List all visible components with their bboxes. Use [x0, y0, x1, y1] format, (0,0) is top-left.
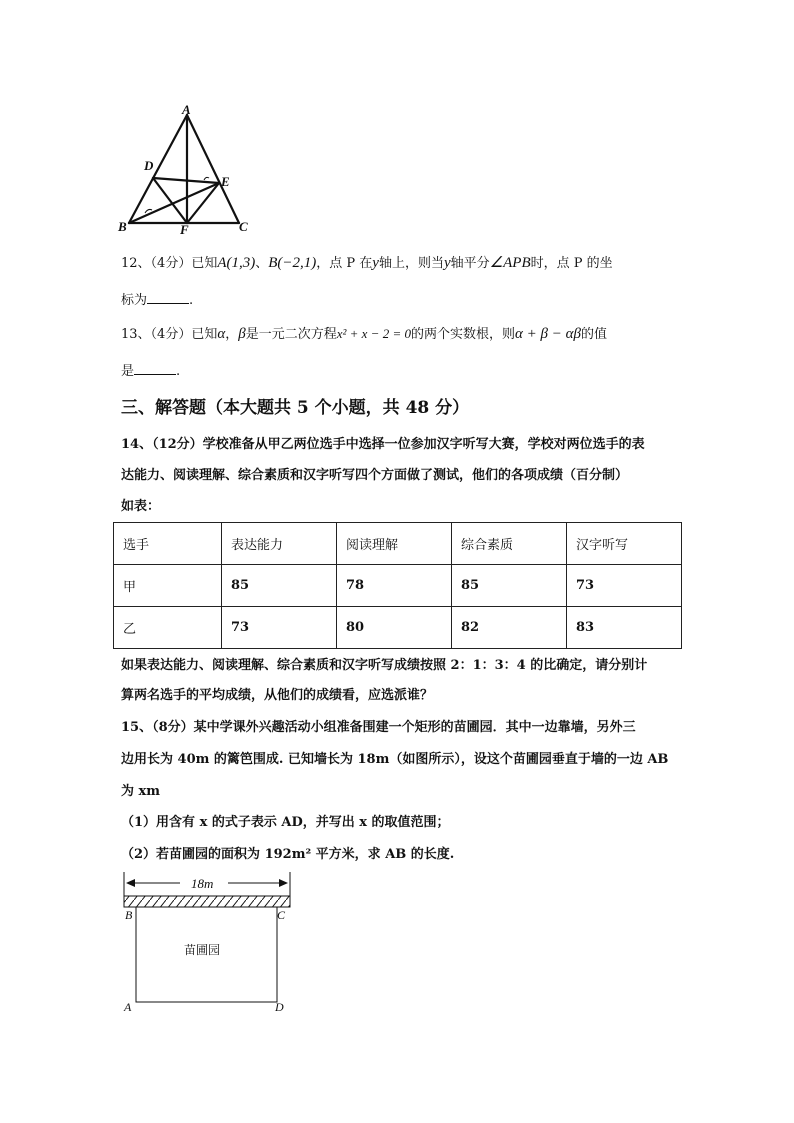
q13-expression: α + β − αβ [515, 326, 581, 342]
table-cell: 85 [222, 565, 337, 607]
q13-mid2: 的两个实数根，则 [410, 327, 515, 342]
q14-line3: 如表： [121, 499, 161, 514]
q13-mid: 是一元二次方程 [245, 327, 337, 342]
q13-comma: ， [225, 327, 239, 342]
q12-y1: y [372, 255, 379, 271]
q13-end: 的值 [580, 327, 607, 342]
vertex-label-c: C [239, 219, 248, 234]
table-cell: 82 [452, 607, 567, 649]
garden-label-b: B [125, 908, 133, 922]
q14-line2: 达能力、阅读理解、综合素质和汉字听写四个方面做了测试，他们的各项成绩（百分制） [121, 468, 629, 483]
q13-prefix: 13、（4分）已知 [121, 327, 218, 342]
q15-line3: 为 xm [121, 784, 161, 799]
q12-angle: ∠APB [489, 255, 531, 271]
garden-label-d: D [275, 1000, 284, 1014]
q15-line2: 边用长为 40m 的篱笆围成. 已知墙长为 18m（如图所示），设这个苗圃园垂直于墙的一边 AB [121, 752, 669, 767]
wall-hatch [124, 896, 290, 907]
q12-line1 [121, 253, 613, 274]
q12-end: 时，点 P 的坐 [530, 256, 613, 271]
table-header-cell: 阅读理解 [337, 523, 452, 565]
q13-line1 [121, 324, 607, 345]
vertex-label-d: D [144, 158, 154, 173]
vertex-label-f: F [180, 222, 189, 236]
garden-center-label: 苗圃园 [184, 943, 221, 957]
table-cell: 80 [337, 607, 452, 649]
q13-equation: x² + x − 2 = 0 [336, 326, 411, 341]
table-row [114, 565, 682, 607]
garden-label-c: C [277, 908, 286, 922]
vertex-label-b: B [118, 219, 127, 234]
vertex-label-a: A [182, 102, 191, 117]
q14-after1: 如果表达能力、阅读理解、综合素质和汉字听写成绩按照 2：1：3：4 的比确定，请分别计 [121, 658, 648, 673]
q15-sub1: （1）用含有 x 的式子表示 AD，并写出 x 的取值范围； [121, 815, 450, 830]
vertex-label-e: E [221, 174, 230, 189]
q12-answer-blank[interactable] [147, 290, 189, 304]
table-header-cell: 汉字听写 [567, 523, 682, 565]
score-table [113, 522, 682, 649]
q14-after2: 算两名选手的平均成绩，从他们的成绩看，应选派谁？ [121, 688, 434, 703]
section-title: 三、解答题（本大题共 5 个小题，共 48 分） [121, 398, 470, 418]
triangle-figure [112, 100, 262, 236]
q12-line2 [121, 290, 193, 311]
q12-mid1: ，点 P 在 [316, 256, 373, 271]
table-header-cell: 选手 [114, 523, 222, 565]
table-header-cell: 综合素质 [452, 523, 567, 565]
q12-mid3: 轴平分 [450, 256, 490, 271]
q12-y2: y [443, 255, 451, 271]
table-cell: 73 [222, 607, 337, 649]
table-cell: 乙 [114, 607, 222, 649]
table-cell: 83 [567, 607, 682, 649]
table-cell: 78 [337, 565, 452, 607]
q12-point-a: A(1,3) [217, 255, 256, 271]
q13-beta: β [238, 326, 246, 342]
q15-line1: 15、（8分）某中学课外兴趣活动小组准备围建一个矩形的苗圃园．其中一边靠墙，另外三 [121, 720, 636, 735]
q13-line2-suffix: . [176, 364, 181, 379]
table-header-row [114, 523, 682, 565]
q13-line2 [121, 361, 180, 382]
q12-line2-prefix: 标为 [121, 293, 148, 308]
table-header-cell: 表达能力 [222, 523, 337, 565]
q13-alpha: α [217, 326, 226, 342]
table-cell: 73 [567, 565, 682, 607]
table-cell: 甲 [114, 565, 222, 607]
table-row [114, 607, 682, 649]
q12-sep: 、 [255, 256, 269, 271]
garden-label-a: A [124, 1000, 132, 1014]
q13-line2-prefix: 是 [121, 364, 135, 379]
wall-length-label: 18m [191, 876, 214, 891]
garden-figure [118, 870, 300, 1016]
q12-line2-suffix: . [189, 293, 194, 308]
q14-line1: 14、（12分）学校准备从甲乙两位选手中选择一位参加汉字听写大赛，学校对两位选手的表 [121, 437, 645, 452]
q12-mid2: 轴上，则当 [378, 256, 444, 271]
q15-sub2: （2）若苗圃园的面积为 192m² 平方米，求 AB 的长度. [121, 847, 455, 862]
q12-point-b: B(−2,1) [268, 255, 317, 271]
q13-answer-blank[interactable] [134, 361, 176, 375]
q12-prefix: 12、（4分）已知 [121, 256, 218, 271]
table-cell: 85 [452, 565, 567, 607]
